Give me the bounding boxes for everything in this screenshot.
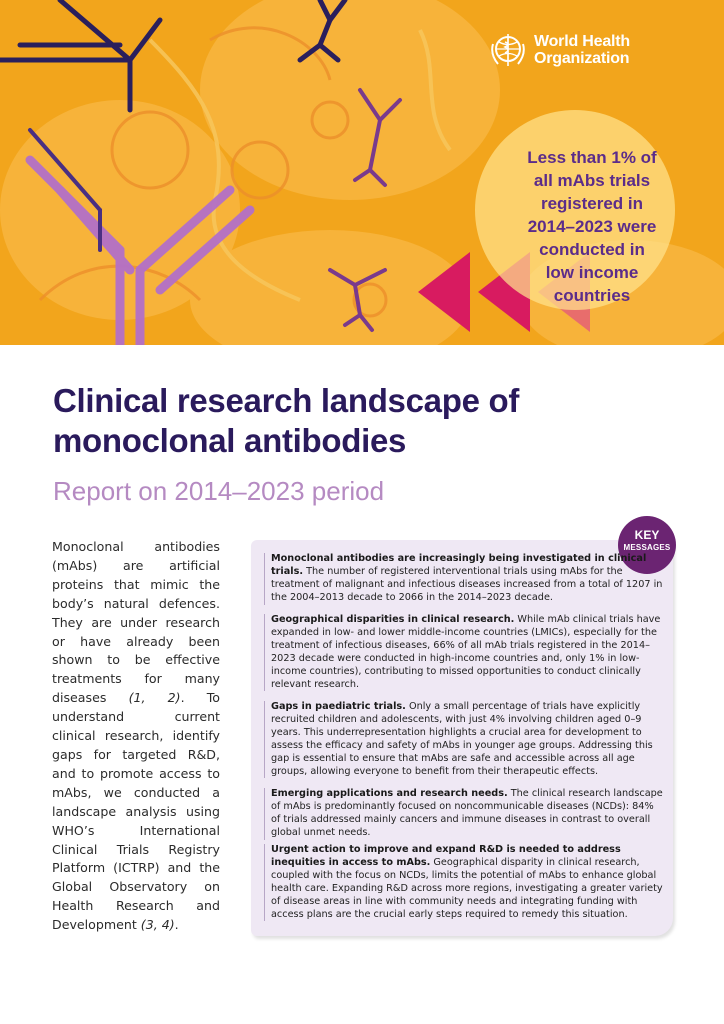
callout-line: conducted in xyxy=(539,240,645,259)
key-message-item xyxy=(264,614,666,691)
key-message-item xyxy=(264,844,666,921)
who-name-line2: Organization xyxy=(534,50,630,67)
key-message-item xyxy=(264,788,666,840)
intro-text: Monoclonal antibodies (mAbs) are artificial proteins that mimic the body’s natural defences. They are under research or have already been shown to be effective treatments for many diseases xyxy=(52,539,220,706)
key-message-body: Only a small percentage of trials have explicitly recruited children and adolescents, with just 4% involving children aged 0–9 years. This underrepresentation highlights a crucial area for development to assess the efficacy and safety of mAbs in younger age groups. Addressing this gap is essential to ensure that mAbs are safe and accessible across all age groups, allowing everyone to benefit from their therapeutic effects. xyxy=(271,701,653,777)
citation[interactable]: (1, 2) xyxy=(128,690,181,706)
key-message-body: The number of registered interventional trials using mAbs for the treatment of malignant and infectious diseases increased from a total of 1207 in the 2004–2013 decade to 2066 in the 2014–2023 decade. xyxy=(271,565,663,603)
key-message-heading: Emerging applications and research needs. xyxy=(271,788,508,799)
callout-statistic xyxy=(492,146,692,307)
key-message-item xyxy=(264,553,666,605)
who-logo[interactable] xyxy=(488,30,630,70)
title-line2: monoclonal antibodies xyxy=(53,422,407,459)
callout-line: all mAbs trials xyxy=(533,171,651,190)
document-title xyxy=(53,381,673,461)
cover-banner xyxy=(0,0,724,345)
callout-line: countries xyxy=(553,286,631,305)
key-message-heading: Monoclonal antibodies are increasingly being investigated in clinical trials. xyxy=(271,553,647,577)
document-subtitle: Report on 2014–2023 period xyxy=(53,476,385,506)
key-message-heading: Gaps in paediatric trials. xyxy=(271,701,406,712)
callout-line: low income xyxy=(545,263,639,282)
intro-text-end: . xyxy=(174,917,179,933)
who-name xyxy=(534,33,630,67)
intro-text: . To understand current clinical research, identify gaps for targeted R&D, and to promote access to mAbs, we conducted a landscape analysis using WHO’s International Clinical Trials Registry Platform (ICTRP) and the Global Observatory on Health Research and Development xyxy=(52,690,220,933)
key-message-body: While mAb clinical trials have expanded in low- and lower middle-income countries (LMICs), especially for the treatment of infectious diseases, 66% of all mAb trials registered in the 2014–2023 decade were conducted in high-income countries and, only 1% in low-income countries), contributing to missed opportunities to conduct clinically relevant research. xyxy=(271,614,661,690)
who-emblem-icon xyxy=(488,30,528,70)
badge-label-key: KEY xyxy=(634,528,660,542)
key-message-body: Geographical disparity in clinical research, coupled with the focus on NCDs, limits the potential of mAbs to enhance global health care. Expanding R&D across more regions, investigating a greater variety of disease areas in line with community needs and integrating funding with access plans are the crucial early steps required to remedy this situation. xyxy=(271,856,663,920)
key-message-body: The clinical research landscape of mAbs is predominantly focused on noncommunicable diseases (NCDs): 84% of trials addressed mainly cancers and immune diseases in contrast to overall global unmet needs. xyxy=(271,788,663,838)
intro-paragraph xyxy=(52,538,220,935)
title-line1: Clinical research landscape of xyxy=(53,382,520,419)
key-message-item xyxy=(264,701,666,778)
callout-line: 2014–2023 were xyxy=(527,217,657,236)
callout-line: Less than 1% of xyxy=(527,148,657,167)
key-message-heading: Geographical disparities in clinical research. xyxy=(271,614,515,625)
badge-label-messages: MESSAGES xyxy=(623,543,671,552)
citation[interactable]: (3, 4) xyxy=(140,917,175,933)
callout-line: registered in xyxy=(540,194,644,213)
who-name-line1: World Health xyxy=(534,33,630,50)
key-message-heading: Urgent action to improve and expand R&D is needed to address inequities in access to mAbs. xyxy=(271,844,621,868)
